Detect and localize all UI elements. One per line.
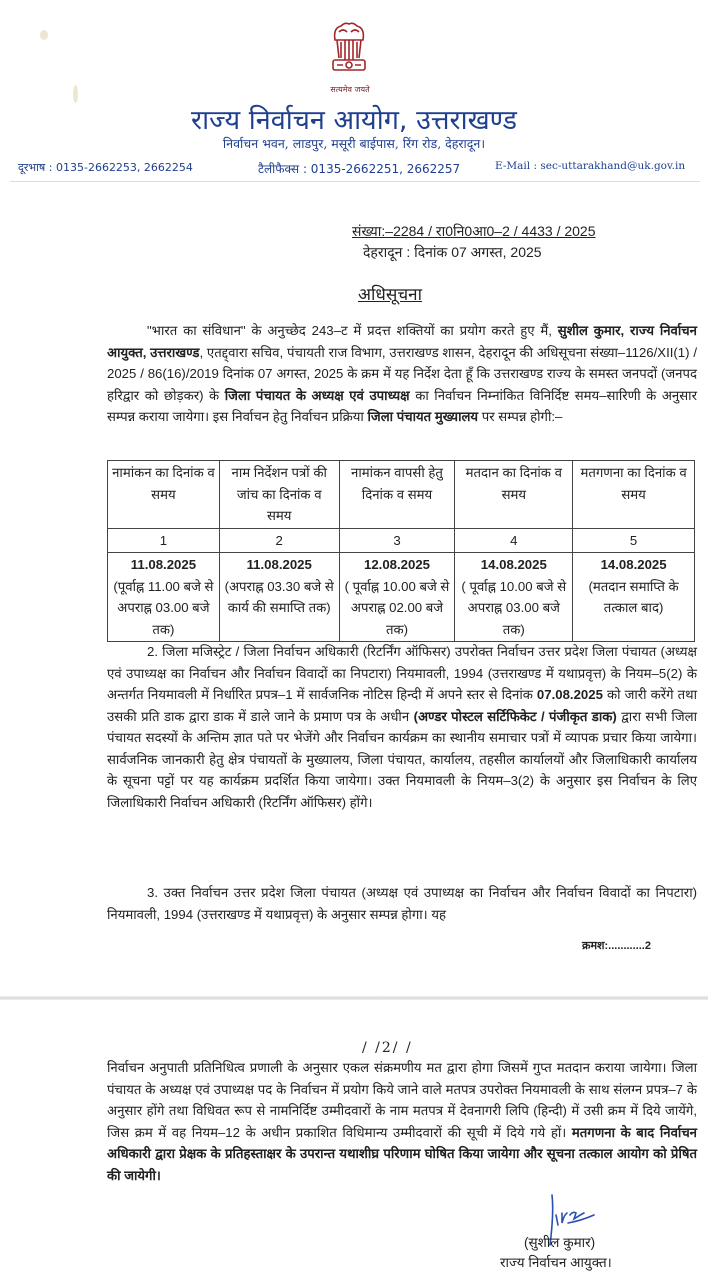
header-cell: मतदान का दिनांक व समय (455, 461, 573, 529)
header-cell: नामांकन का दिनांक व समय (108, 461, 220, 529)
page-separator (0, 996, 708, 1000)
document-title: अधिसूचना (358, 285, 422, 304)
reference-number: संख्या:–2284 / रा0नि0आ0–2 / 4433 / 2025 (352, 223, 596, 239)
schedule-date: 14.08.2025 (480, 557, 547, 572)
schedule-cell (219, 553, 339, 642)
paragraph-text: द्वारा सभी जिला पंचायत सदस्यों के अन्तिम ज्ञात पते पर भेजेंगे और निर्वाचन कार्यक्रम का स्थानीय समाचार पत्रों में व्यापक प्रचार किया जायेगा। सार्वजनिक जानकारी हेतु क्षेत्र पंचायतों के मुख्यालय, जिला पंचायत, कार्यालय, तहसील कार्यालयों और जिलाधिकारी कार्यालय के सूचना पट्टों पर यह कार्यक्रम प्रदर्शित किया जायेगा। उक्त नियमावली के नियम–3(2) के अनुसार इस निर्वाचन के लिए जिलाधिकारी निर्वाचन अधिकारी (रिटर्निंग ऑफिसर) होंगे। (107, 708, 697, 810)
paragraph-text: "भारत का संविधान" के अनुच्छेद 243–ट में प्रदत्त शक्तियों का प्रयोग करते हुए मैं, (147, 323, 558, 338)
schedule-cell (455, 553, 573, 642)
header-cell: मतगणना का दिनांक व समय (573, 461, 695, 529)
commissioner-name: सुशील कुमार, राज्य निर्वाचन आयुक्त, उत्तराखण्ड (107, 323, 697, 360)
schedule-date: 12.08.2025 (363, 557, 430, 572)
result-declaration: मतगणना के बाद निर्वाचन अधिकारी द्वारा प्रेक्षक के प्रतिहस्ताक्षर के उपरान्त यथाशीघ्र परिणाम घोषित किया जायेगा और सूचना तत्काल आयोग को प्रेषित की जायेगी। (107, 1124, 698, 1183)
continued-marker: क्रमश:............2 (582, 940, 651, 952)
schedule-cell (108, 553, 220, 642)
election-posts: जिला पंचायत के अध्यक्ष एवं उपाध्यक्ष (224, 387, 410, 403)
paragraph-1 (107, 320, 697, 428)
national-emblem-icon (325, 18, 373, 82)
paragraph-text: का निर्वाचन निम्नांकित विनिर्दिष्ट समय–सारिणी के अनुसार सम्पन्न कराया जायेगा। इस निर्वाचन हेतु निर्वाचन प्रक्रिया (107, 387, 697, 424)
page-number-marker: / /2/ / (362, 1040, 413, 1056)
paragraph-4 (107, 1057, 697, 1186)
fax-number: टैलीफैक्स : 0135-2662251, 2662257 (258, 162, 461, 176)
schedule-time: (अपराह्न 03.30 बजे से कार्य की समाप्ति तक) (224, 578, 334, 615)
schedule-time: (पूर्वाह्न 11.00 बजे से अपराह्न 03.00 बजे तक) (113, 578, 214, 637)
paragraph-text: पर सम्पन्न होगी:– (478, 409, 563, 424)
header-cell: नाम निर्देशन पत्रों की जांच का दिनांक व समय (219, 461, 339, 529)
signature-icon (540, 1193, 620, 1248)
schedule-time: ( पूर्वाह्न 10.00 बजे से अपराह्न 02.00 बजे तक) (344, 578, 450, 637)
phone-number: दूरभाष : 0135-2662253, 2662254 (18, 161, 193, 174)
paragraph-text: को जारी करेंगे तथा उसकी प्रति डाक द्वारा डाक में डाले जाने के प्रमाण पत्र के अधीन (107, 687, 697, 724)
table-header-row (108, 461, 695, 529)
schedule-cell (573, 553, 695, 642)
paragraph-2 (107, 641, 697, 813)
schedule-date: 14.08.2025 (600, 557, 667, 572)
paper-stain (40, 30, 48, 40)
schedule-time: (मतदान समाप्ति के तत्काल बाद) (588, 578, 679, 615)
election-schedule-table (107, 460, 695, 642)
table-number-row (108, 528, 695, 553)
column-number: 4 (455, 528, 573, 553)
postal-mode: (अण्डर पोस्टल सर्टिफिकेट / पंजीकृत डाक) (413, 708, 617, 724)
election-venue: जिला पंचायत मुख्यालय (367, 409, 479, 424)
paragraph-text: 2. जिला मजिस्ट्रेट / जिला निर्वाचन अधिकारी (रिटर्निंग ऑफिसर) उपरोक्त निर्वाचन उत्तर प्रदेश जिला पंचायत (अध्यक्ष एवं उपाध्यक्ष का निर्वाचन और निर्वाचन विवादों का निपटारा) नियमावली, 1994 (उत्तराखण्ड में यथाप्रवृत्त) के नियम–5(2) के अन्तर्गत नियमावली में निर्धारित प्रपत्र–1 में सार्वजनिक नोटिस हिन्दी में अपने स्तर से दिनांक (107, 644, 697, 702)
schedule-time: ( पूर्वाह्न 10.00 बजे से अपराह्न 03.00 बजे तक) (461, 578, 567, 637)
paragraph-text: निर्वाचन अनुपाती प्रतिनिधित्व प्रणाली के अनुसार एकल संक्रमणीय मत द्वारा होगा जिसमें गुप्त मतदान कराया जायेगा। जिला पंचायत के अध्यक्ष एवं उपाध्यक्ष पद के निर्वाचन में प्रयोग किये जाने वाले मतपत्र उपरोक्त नियमावली के साथ संलग्न प्रपत्र–7 के अनुसार होंगे तथा विधिवत रूप से नामनिर्दिष्ट उम्मीदवारों के नाम मतपत्र में देवनागरी लिपि (हिन्दी) में उसी क्रम में दिये जायेंगे, जिस क्रम में वह नियम–12 के अधीन प्रकाशित विधिमान्य उम्मीदवारों की सूची में दिये गये हों। (107, 1060, 697, 1140)
email-address: E-Mail : sec-uttarakhand@uk.gov.in (495, 160, 686, 172)
reference-date: देहरादून : दिनांक 07 अगस्त, 2025 (363, 244, 542, 260)
paragraph-3: 3. उक्त निर्वाचन उत्तर प्रदेश जिला पंचायत (अध्यक्ष एवं उपाध्यक्ष का निर्वाचन और निर्वाचन विवादों का निपटारा) नियमावली, 1994 (उत्तराखण्ड में यथाप्रवृत्त) के अनुसार सम्पन्न होगा। यह (107, 885, 697, 922)
emblem-motto: सत्यमेव जयते (330, 85, 370, 94)
column-number: 2 (219, 528, 339, 553)
column-number: 5 (573, 528, 695, 553)
signatory-title: राज्य निर्वाचन आयुक्त। (500, 1255, 612, 1270)
header-cell: नामांकन वापसी हेतु दिनांक व समय (339, 461, 455, 529)
paragraph-text: , एतद्द्वारा सचिव, पंचायती राज विभाग, उत्तराखण्ड शासन, देहरादून की अधिसूचना संख्या–1126/XII(1) / 2025 / 86(16)/2019 दिनांक 07 अगस्त, 2025 के क्रम में यह निर्देश देता हूँ कि उत्तराखण्ड राज्य के समस्त जनपदों (जनपद हरिद्वार को छोड़कर) के (107, 344, 697, 403)
column-number: 1 (108, 528, 220, 553)
notice-date: 07.08.2025 (536, 687, 603, 702)
column-number: 3 (339, 528, 455, 553)
table-row (108, 553, 695, 642)
commission-name: राज्य निर्वाचन आयोग, उत्तराखण्ड (191, 105, 517, 136)
commission-address: निर्वाचन भवन, लाडपुर, मसूरी बाईपास, रिंग रोड, देहरादून। (222, 136, 486, 151)
schedule-date: 11.08.2025 (246, 557, 312, 572)
signatory-name: (सुशील कुमार) (524, 1235, 596, 1250)
schedule-date: 11.08.2025 (130, 557, 197, 572)
schedule-cell (339, 553, 455, 642)
header-divider (10, 181, 700, 182)
